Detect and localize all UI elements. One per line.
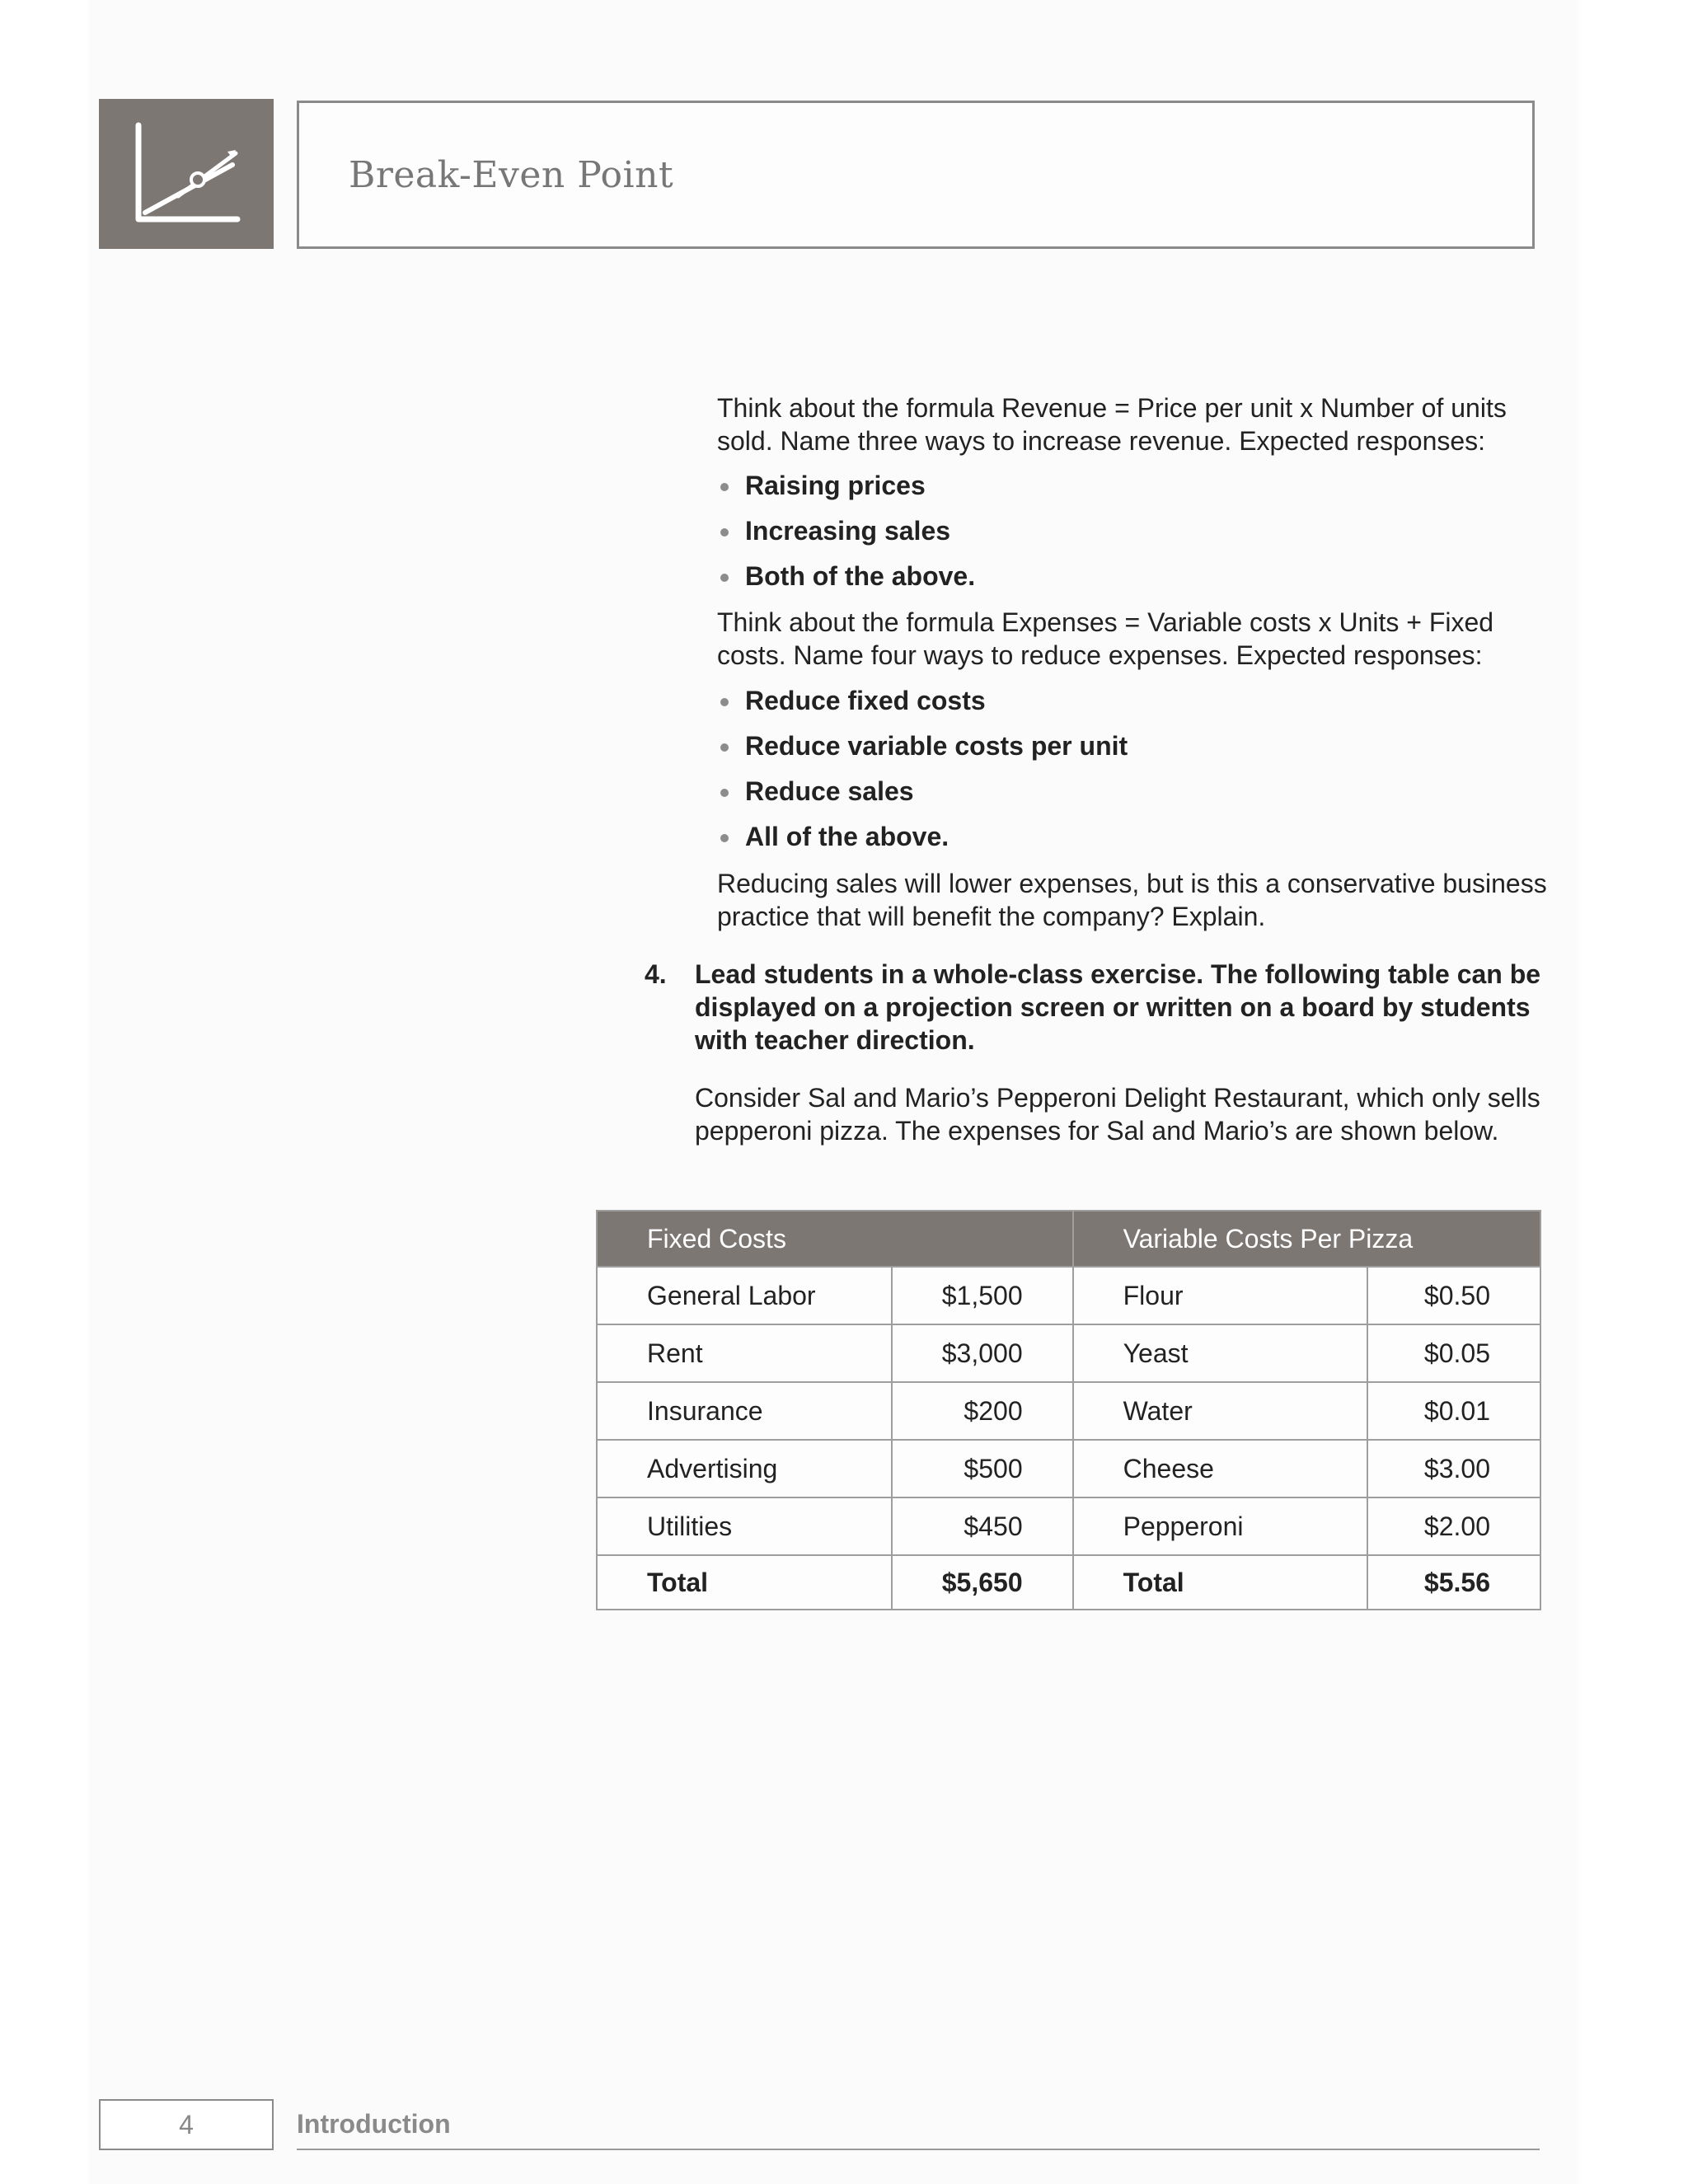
fixed-item: Advertising [597,1440,892,1497]
fixed-amount: $1,500 [892,1267,1073,1324]
variable-costs-header: Variable Costs Per Pizza [1073,1211,1540,1267]
fixed-item: Insurance [597,1382,892,1440]
fixed-amount: $3,000 [892,1324,1073,1382]
list-item-text: All of the above. [745,822,950,851]
list-item [717,678,1550,724]
fixed-item: Rent [597,1324,892,1382]
list-item-text: Increasing sales [745,516,951,546]
footer-divider [297,2149,1540,2150]
list-item [717,509,1550,554]
fixed-costs-header: Fixed Costs [597,1211,1073,1267]
page-number: 4 [99,2099,274,2150]
list-item-text: Raising prices [745,471,926,500]
list-item [717,463,1550,509]
step-body: Consider Sal and Mario’s Pepperoni Delight Restaurant, which only sells pepperoni pizza. The expenses for Sal and Mario’s are shown below. [695,1083,1540,1146]
fixed-amount: $450 [892,1497,1073,1555]
variable-item: Yeast [1073,1324,1367,1382]
expenses-responses-list [717,678,1550,860]
break-even-chart-icon [99,99,274,249]
expenses-table [596,1210,1541,1610]
table-row [597,1382,1540,1440]
bullet-icon [720,528,729,537]
variable-amount: $0.01 [1367,1382,1540,1440]
table-row [597,1267,1540,1324]
bullet-icon [720,483,729,491]
list-item [717,769,1550,814]
bullet-icon [720,789,729,797]
variable-amount: $3.00 [1367,1440,1540,1497]
list-item-text: Reduce sales [745,776,914,806]
fixed-total-label: Total [597,1555,892,1610]
list-item [717,554,1550,599]
table-header-row [597,1211,1540,1267]
page-title: Break-Even Point [349,154,674,196]
step-number: 4. [645,959,667,989]
variable-item: Flour [1073,1267,1367,1324]
variable-amount: $0.05 [1367,1324,1540,1382]
revenue-prompt: Think about the formula Revenue = Price per unit x Number of units sold. Name three ways to increase revenue. Expected responses: [717,393,1507,456]
expenses-prompt: Think about the formula Expenses = Variable costs x Units + Fixed costs. Name four ways to reduce expenses. Expected responses: [717,607,1494,670]
table-row [597,1440,1540,1497]
bullet-icon [720,574,729,582]
bullet-icon [720,743,729,752]
variable-total-label: Total [1073,1555,1367,1610]
list-item-text: Reduce variable costs per unit [745,731,1128,761]
fixed-item: Utilities [597,1497,892,1555]
step-instruction: Lead students in a whole-class exercise. The following table can be displayed on a projection screen or written on a board by students with teacher direction. [695,959,1541,1055]
reduce-sales-question: Reducing sales will lower expenses, but is this a conservative business practice that will benefit the company? Explain. [717,869,1547,931]
list-item-text: Reduce fixed costs [745,686,986,715]
bullet-icon [720,834,729,842]
list-item [717,814,1550,860]
table-total-row [597,1555,1540,1610]
variable-item: Pepperoni [1073,1497,1367,1555]
fixed-amount: $200 [892,1382,1073,1440]
footer-section-label: Introduction [297,2109,451,2139]
variable-item: Cheese [1073,1440,1367,1497]
variable-total-amount: $5.56 [1367,1555,1540,1610]
variable-amount: $2.00 [1367,1497,1540,1555]
fixed-item: General Labor [597,1267,892,1324]
bullet-icon [720,698,729,706]
fixed-total-amount: $5,650 [892,1555,1073,1610]
table-row [597,1324,1540,1382]
list-item [717,724,1550,769]
revenue-responses-list [717,463,1550,599]
title-box [297,101,1535,249]
table-row [597,1497,1540,1555]
list-item-text: Both of the above. [745,561,976,591]
variable-amount: $0.50 [1367,1267,1540,1324]
fixed-amount: $500 [892,1440,1073,1497]
variable-item: Water [1073,1382,1367,1440]
